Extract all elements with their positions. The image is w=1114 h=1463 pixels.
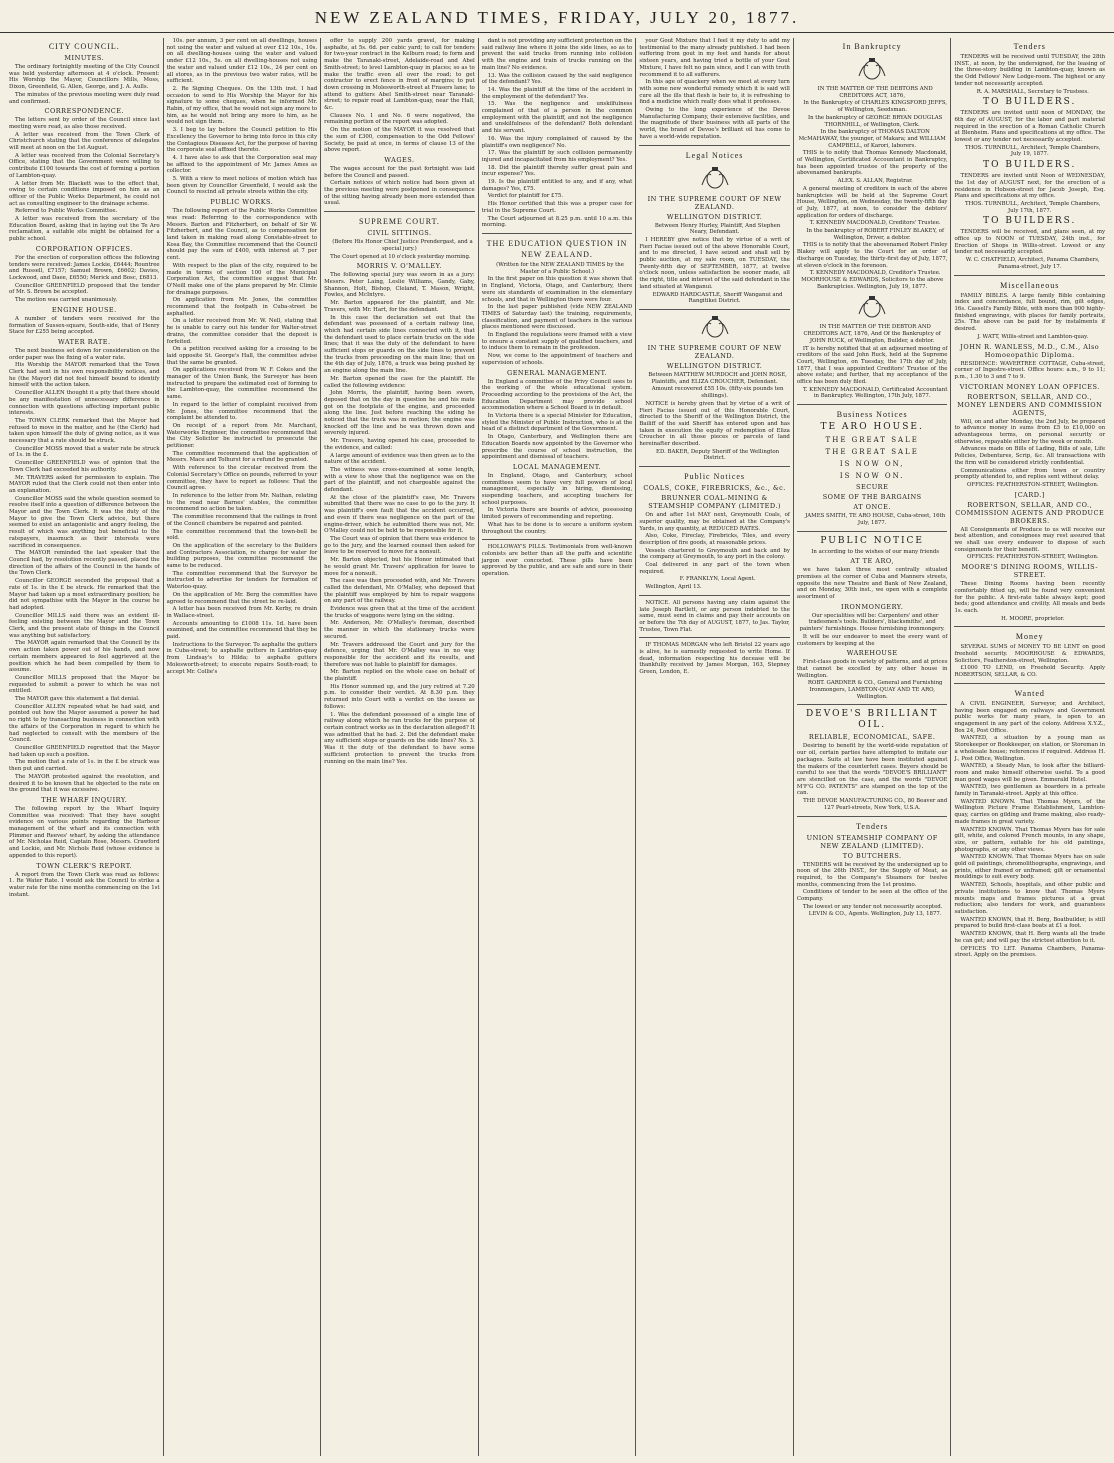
paragraph: The MAYOR protested against the resolution, and desired it to be known that he objected to the rate on the ground that it was excessive. — [9, 773, 160, 794]
paragraph: The next business set down for consideration on the order paper was the fixing of a water rate. — [9, 347, 160, 361]
paragraph: WANTED, a situation by a young man as Storekeeper or Bookkeeper, on station, or Storeman in a wholesale house; references if required. Address H. J., Post Office, Wellington. — [954, 735, 1106, 762]
column-2 — [164, 38, 322, 1456]
paragraph: Councillor MILLS proposed that the Mayor be requested to submit a power to which he was not entitled. — [9, 674, 160, 695]
paragraph: WANTED, Schools, hospitals, and other public and private institutions to know that Thomas Myers mounts maps and frames pictures at a great reduction; also tenders for work, and guarantees satisfaction. — [954, 882, 1106, 915]
devoe-heading: DEVOE'S BRILLIANT OIL. — [805, 709, 939, 731]
paragraph: With reference to the circular received from the Colonial Secretary's Office on pounds, referred to your committee, they have to report as follows: That the Council agree. — [166, 465, 318, 492]
bargains-label: SOME OF THE BARGAINS — [822, 493, 922, 502]
paragraph: TENDERS are invited until noon of MONDAY, the 6th day of AUGUST, for the labor and part material required in the erection of a Roman Catholic Church at Blenheim. Plans and specifications at my office. The lowest or any tender not necessarily accepted. — [954, 110, 1106, 144]
paragraph: The witness was cross-examined at some length, with a view to show that the negligence was on the part of the plaintiff, and not chargeable against the defendant. — [324, 466, 475, 494]
paragraph: WANTED, a Steady Man, to look after the billiard-room and make himself otherwise useful. To a good man good wages will be given. Emmerald Hotel. — [954, 763, 1106, 783]
column-6 — [794, 38, 952, 1456]
signature: T. KENNEDY MACDONALD, Certificated Accountant in Bankruptcy. Wellington, 17th July, 1877. — [802, 386, 948, 400]
local-management-heading: LOCAL MANAGEMENT. — [512, 462, 602, 471]
paragraph: THIS is to notify that Thomas Kennedy Macdonald, of Wellington, Certificated Accountant in Bankruptcy, has been appointed trustee of the property of the abovenamed bankrupts. — [796, 150, 948, 177]
paragraph: On receipt of a report from Mr. Marchant, Waterworks Engineer, the committee recommend that the City Solicitor be instructed to prosecute the petitioner. — [166, 422, 318, 450]
case-heading: MORRIS V. O'MALLEY. — [356, 262, 443, 271]
paragraph: In the first paper on this question it was shown that in England, Victoria, Otago, and Canterbury, there were six standards of examination in the elementary schools, and that in Wellington there were four. — [481, 276, 633, 303]
paragraph: Advances made on Bills of Lading, Bills of sale, Life Policies, Debentures, Scrip, &c. All transactions with the firm will be considered strictly confidential. — [954, 446, 1106, 466]
divider — [639, 309, 790, 310]
paragraph: IN THE MATTER OF THE DEBTOR AND CREDITORS ACT, 1876, And Of the Bankruptcy of JOHN RUCK, of Wellington, Builder, a debtor. — [803, 324, 941, 344]
water-rate-heading: WATER RATE. — [57, 337, 111, 346]
paragraph: 17. Was the plaintiff by such collision permanently injured and incapacitated from his employment? Yes. — [481, 150, 633, 163]
paragraph: In according to the wishes of our many friends — [811, 548, 940, 555]
paragraph: At the close of the plaintiff's case, Mr. Travers submitted that there was no case to go to the jury. It was plaintiff's own fault that the accident occurred, and even if there was negligence on the part of the engine-driver, which he submitted there was not, Mr. O'Malley could not be held to be responsible for it. — [324, 494, 475, 535]
divider — [324, 211, 475, 212]
paragraph: The wages account for the past fortnight was laid before the Council and passed. — [324, 165, 475, 179]
paragraph: On and after 1st MAY next, Greymouth Coals, of superior quality, may be obtained at the Company's Yards, in any quantity, at REDUCED RATES. — [639, 512, 790, 532]
paragraph: All Consignments of Produce to us will receive our best attention, and consignees may rest assured that we shall use every endeavor to dispose of such consignments for their benefit. — [954, 526, 1106, 553]
paragraph: Conditions of tender to be seen at the office of the Company. — [796, 889, 948, 903]
signature: ALEX. S. ALLAN, Registrar. — [837, 178, 913, 185]
district-heading: WELLINGTON DISTRICT. — [666, 212, 763, 221]
paragraph: The TOWN CLERK remarked that the Mayor had refused to move in the matter, and he (the Clerk) had taken upon himself the duty of giving notice, as it was necessary that a rate should be struck. — [9, 417, 160, 445]
engine-house-heading: ENGINE HOUSE. — [51, 305, 117, 314]
paragraph: A letter has been received from Mr. Kerby, re drain in Wallace-street. — [166, 606, 318, 619]
signature: ROBT. GARDNER & CO., General and Furnishing Ironmongers, LAMBTON-QUAY AND TE ARO, Wellington. — [807, 680, 943, 700]
divider — [797, 816, 948, 817]
edu-subtitle: (Written for the NEW ZEALAND TIMES by the Master of a Public School.) — [496, 261, 624, 275]
paragraph: Councillor MOSS moved that a water rate be struck of 1s. in the £. — [9, 445, 160, 459]
paragraph: Mr. Travers, having opened his case, proceeded to the evidence, and called: — [324, 438, 475, 451]
paragraph: Desiring to benefit by the world-wide reputation of our oil, certain parties have attempted to imitate our packages. Suits at law have been instituted against the makers of the counterfeit cases. Buyers should be careful to see that the words "DEVOE'S BRILLIANT" are stencilled on the case, and the words "DEVOE M'F'G CO. PATENTS" are stamped on the top of the can. — [796, 743, 948, 797]
paragraph: The MAYOR again remarked that the Council by its own action taken power out of his hands, and now certain members appeared to feel aggrieved at the position which he had been compelled by them to assume. — [9, 640, 160, 674]
signature: J. WATT, Willis-street and Lambton-quay. — [977, 333, 1089, 340]
column-5 — [636, 38, 794, 1456]
paragraph: In the last paper published (vide NEW ZEALAND TIMES of Saturday last) the training, requirements, classification, and payment of teachers in the various places mentioned were discussed. — [481, 304, 633, 331]
divider — [797, 704, 948, 705]
paragraph: On the motion of the MAYOR it was resolved that the sum of £300, compensation to the Odd Fellows' Society, be paid at once, in terms of clause 13 of the above report. — [324, 127, 475, 154]
divider — [639, 595, 790, 596]
divider — [954, 626, 1105, 627]
paragraph: SEVERAL SUMS of MONEY TO BE LENT on good freehold security. MOORHOUSE & EDWARDS, Solicitors, Featherston-street, Wellington. — [954, 644, 1106, 664]
signature: F. FRANKLYN, Local Agent. — [679, 576, 756, 583]
paragraph: Certain notices of which notice had been given at the previous meeting were postponed in consequence of the sitting having already been more extended than usual. — [324, 180, 475, 207]
paragraph: WANTED KNOWN, that H. Berg wants all the trade he can get; and will pay the strictest attention to it. — [954, 931, 1106, 944]
reliable-label: RELIABLE, ECONOMICAL, SAFE. — [808, 733, 936, 742]
signature: OFFICES: FEATHERSTON-STREET, Wellington. — [966, 481, 1099, 488]
paragraph: Coal delivered in any part of the town when required. — [639, 562, 790, 575]
divider — [639, 637, 790, 638]
court-heading: IN THE SUPREME COURT OF NEW ZEALAND. — [647, 343, 782, 360]
paragraph: A large amount of evidence was then given as to the nature of the accident. — [324, 452, 475, 466]
paragraph: NOTICE. All persons having any claim against the late Joseph Bartlett, or any person indebted to the same, must send in claims and pay their accounts on or before the 7th day of AUGUST, 1877, to Jas. Taylor, Trustee, Town Flat. — [639, 599, 790, 633]
sale-line: IS NOW ON, — [839, 460, 905, 469]
paragraph: The Court was of opinion that there was evidence to go to the jury, and the learned counsel then asked for leave to be reserved to move for a nonsuit. — [324, 536, 475, 556]
education-question-heading: THE EDUCATION QUESTION IN NEW ZEALAND. — [486, 238, 628, 259]
signature: THOS. TURNBULL, Architect, Temple Chambers, July 17th, 1877. — [965, 200, 1101, 214]
paragraph: The case was then proceeded with, and Mr. Travers called the defendant, Mr. O'Malley, who deposed that the plaintiff was employed by him to repair waggons on any part of the railway. — [324, 578, 475, 605]
paragraph: In England the regulations were framed with a view to ensure a constant supply of qualified teachers, and to induce them to remain in the profession. — [481, 332, 633, 352]
paragraph: The MAYOR reminded the last speaker that the Council had, by resolution recently passed, placed the direction of the affairs of the Council in the hands of the Town Clerk. — [9, 550, 160, 577]
paragraph: 16. Was the injury complained of caused by the plaintiff's own negligence? No. — [481, 135, 633, 149]
paragraph: In this case the declaration set out that the defendant was possessed of a certain railway line, which had certain side lines connected with it, that the defendant used to place certain trucks on the side lines; that it was the duty of the defendant to have sufficient stops or guards on the side lines to prevent the trucks from proceeding on the main line; that on the 4th day of July, 1876, a truck was being pushed by an engine along the main line. — [324, 314, 475, 375]
divider — [482, 233, 633, 234]
royal-crest-icon — [855, 56, 889, 82]
paragraph: Vessels chartered to Greymouth and back and by the company at Greymouth, to any port in the colony. — [639, 547, 790, 561]
business-notices-heading: Business Notices — [836, 410, 908, 420]
paragraph: IN THE MATTER OF THE DEBTORS AND CREDITORS ACT, 1876, — [817, 86, 933, 99]
paragraph: offer to supply 200 yards gravel, for making asphalte, at 5s. 6d. per cubic yard; to call for tenders for two-year contract in the Kelburn road; to form and make the Taranaki-street, Adelaide-road and Abel Smith-street; to level Lambton-quay in places; so as to make the traffic even all over the road; to get contractor to erect fence in front of margins; to put down crossing in Molesworth-street at Frasers lane; to attend to gutters Abel Smith-street near Taranaki-street; to repair road at Lambton-quay, near the Hall, &c. — [324, 38, 475, 112]
paragraph: TENDERS are invited until Noon of WEDNESDAY, the 1st day of AUGUST next, for the erection of a residence in Hobson-street for Jacob Joseph, Esq. Plans and specifications at my office. — [954, 173, 1106, 200]
paragraph: The committee recommend that the application of Messrs. Mace and Tolhurst for a refund be granted. — [166, 450, 318, 464]
paragraph: Mr. TRAVERS asked for permission to explain. The MAYOR ruled that the Clerk could not then enter into an explanation. — [9, 474, 160, 494]
paragraph: On applications received from W. F. Cokes and the manager of the Union Bank, the Surveyor has been instructed to prepare the estimated cost of forming to the Lambton-quay, the committee recommend the same. — [166, 367, 318, 401]
money-heading: Money — [1015, 632, 1044, 642]
wanless-heading: JOHN R. WANLESS, M.D., C.M., Also Homoeopathic Diploma. — [960, 342, 1100, 359]
builders-heading: TO BUILDERS. — [983, 160, 1077, 171]
paragraph: WANTED KNOWN, that H. Berg, Boatbuilder, is still prepared to build first-class boats at £1 a foot. — [954, 916, 1106, 930]
at-te-aro: AT TE ARO, — [850, 557, 894, 566]
paragraph: In reference to the letter from Mr. Nathan, relating to the road near Barnes' stables, the committee recommend no action be taken. — [166, 493, 318, 513]
paragraph: On application from Mr. Jones, the committee recommend that the footpath in Cuba-street be asphalted. — [166, 297, 318, 317]
paragraph: For the erection of corporation offices the following tenders were received: James Lockie, £6444; Rountree and Russell, £7157; Samuel Brown, £6602; Davies, Lockwood, and Daee, £6550; Merick and Bosc, £6813. — [9, 254, 160, 281]
court-heading: IN THE SUPREME COURT OF NEW ZEALAND. — [647, 194, 782, 211]
date: Wellington, April 13. — [645, 584, 702, 591]
paragraph: I HEREBY give notice that by virtue of a writ of Fieri Facias issued out of the above Honorable Court, and to me directed, I have seized and shall sell by public auction, at my sale room, on TUESDAY, the Twenty-fifth day of SEPTEMBER, 1877, at twelve o'clock noon, unless satisfaction be sooner made, all the right, title and interest of the said defendant in the land situated at Wanganui. — [639, 236, 790, 290]
paragraph: His Worship the MAYOR remarked that the Town Clerk had sent in his own responsibility notices, and he (the Mayor) did not feel himself bound to identify himself with the action taken. — [9, 362, 160, 389]
paragraph: With respect to the plan of the city, required to be made in terms of section 100 of the Municipal Corporation Act, the committee suggest that Mr. O'Neill make one of the plans prepared by Mr. Climie for drainage purposes. — [166, 262, 318, 296]
paragraph: In England, Otago, and Canterbury, school committees seem to have very full powers of local management, especially in hiring, dismissing, suspending teachers, and accepting teachers for school purposes. — [481, 472, 633, 506]
public-works-heading: PUBLIC WORKS. — [210, 198, 274, 207]
paragraph: In Victoria there is a special Minister for Education, styled the Minister of Public Instruction, who is at the head of a distinct department of the Government. — [481, 413, 633, 433]
paragraph: A letter was received from the Colonial Secretary's Office, stating that the Government were willing to contribute £100 towards the cost of forming a portion of Lambton-quay. — [9, 152, 160, 179]
paragraph: Mr. Barton opened the case for the plaintiff. He called the following evidence: — [324, 375, 475, 389]
brunner-heading: BRUNNER COAL-MINING & STEAMSHIP COMPANY (LIMITED.) — [648, 494, 781, 511]
royal-crest-icon — [698, 314, 732, 340]
builders-heading: TO BUILDERS. — [983, 97, 1077, 108]
paragraph: Accounts amounting to £1008 11s. 1d. have been examined, and the committee recommend that they be paid. — [166, 620, 318, 641]
te-aro-house-heading: TE ARO HOUSE. — [820, 422, 924, 433]
signature: EDWARD HARDCASTLE, Sheriff Wanganui and Rangitikei District. — [652, 291, 783, 305]
paragraph: £1000 TO LEND, on Freehold Security. Apply ROBERTSON, SELLAR, & CO. — [954, 665, 1106, 679]
paragraph: your Gout Mixture that I feel it my duty to add my testimonial to the many already published. I had been suffering from gout in my feet and hands for about sixteen years, and having tried a bottle of your Gout Mixture, I have felt no pain since, and I can with truth recommend it to all sufferers. — [639, 38, 790, 78]
paragraph: The motion was carried unanimously. — [15, 297, 118, 304]
paragraph: Mr. Barton objected, but his Honor intimated that he would grant Mr. Travers' application for leave to move for a nonsuit. — [324, 557, 475, 577]
paragraph: 10s. per annum, 3 per cent on all dwellings, houses not using the water and valued at over £12 10s., 10s. on all dwelling-houses using the water and valued under £12 10s., 5s. on all dwelling-houses not using the water and valued under £12 10s., 24 per cent on all stores, as in the previous two water rates, will be sufficient. — [166, 38, 318, 85]
paragraph: 1. Was the defendant possessed of a single line of railway along which he ran trucks for the purpose of certain contract works as in the declaration alleged? It was admitted that he had. 2. Did the defendant make any sufficient stops or guards on the side lines? No. 3. Was it the duty of the defendant to have some sufficient protection to prevent the trucks from running on the main line? Yes. — [324, 711, 475, 765]
royal-crest-icon — [698, 165, 732, 191]
legal-notices-heading: Legal Notices — [685, 150, 744, 160]
paragraph: Councillor GREENFIELD proposed that the tender of Mr. S. Brown be accepted. — [9, 282, 160, 296]
paragraph: Now, we come to the appointment of teachers and supervision of schools. — [481, 353, 633, 366]
paragraph: Communications either from town or country promptly attended to, and replies sent without delay. — [954, 467, 1106, 481]
coals-heading: COALS, COKE, FIREBRICKS, &c., &c. — [643, 484, 786, 493]
paragraph: Councillor GEORGE seconded the proposal that a rate of 1s. in the £ be struck. He remarked that the Mayor had taken up a most extraordinary position; he did not sympathise with the Mayor in the course he had adopted. — [9, 578, 160, 611]
divider — [639, 145, 790, 146]
paragraph: In this age of quackery when we meet at every turn with some new wonderful remedy which it is said will cure all the ills that flesh is heir to, it is refreshing to find a medicine which really does what it professes. — [639, 79, 790, 106]
paragraph: (Before His Honor Chief Justice Prendergast, and a special jury.) — [332, 239, 473, 252]
paragraph: On the application of Mr. Berg the committee have agreed to recommend that the street be re-laid. — [166, 591, 318, 605]
bankruptcy-heading: In Bankruptcy — [842, 42, 902, 51]
paragraph: THIS is to notify that the abovenamed Robert Finley Blakey will apply to the Court for an order of discharge on Tuesday, the thirty-first day of July, 1877, at eleven o'clock in the forenoon. — [796, 242, 948, 269]
paragraph: The minutes of the previous meeting were duly read and confirmed. — [9, 91, 160, 105]
paragraph: The committee recommend that the Surveyor be instructed to advertise for tenders for formation of Waterloo-quay. — [166, 570, 318, 591]
paragraph: we have taken three most centrally situated premises at the corner of Cuba and Manners streets, opposite the new Theatre and Bank of New Zealand, and on Monday, 30th inst., we open with a complete assortment of — [796, 567, 948, 601]
paragraph: 15. Was the negligence and unskilfulness complained of that of a person in the common employment with the plaintiff, and not the negligence and unskilfulness of the defendant? Both defendant and his servant. — [481, 101, 633, 135]
paragraph: WANTED KNOWN. That Thomas Myers has for sale gilt, white, and colored French mounts, in any shape, size, or pattern, suitable for his old paintings, photographs, or any other views. — [954, 826, 1106, 853]
paragraph: RESIDENCE: WAVERTREE COTTAGE, Cuba-street, corner of Ingestre-street. Office hours: a.m., 9 to 11; p.m., 1.30 to 3 and 7 to 9. — [954, 360, 1106, 380]
paragraph: HOLLOWAY'S PILLS. Testimonials from well-known colonists are better than all the puffs and scientific jargon ever concocted. These pills have been approved by the public, and are safe and sure in their operation. — [481, 544, 633, 578]
paragraph: A number of tenders were received for the formation of Sussex-square, South-side, that of Henry Stace for £255 being accepted. — [9, 315, 160, 336]
paragraph: In regard to the letter of complaint received from Mr. Jones, the committee recommend that the complaint be attended to. — [166, 401, 318, 422]
divider — [954, 683, 1105, 684]
paragraph: Owing to the long experience of the Devoe Manufacturing Company, their extensive facilities, and the magnitude of their business with all parts of the world, the brand of Devoe's brilliant oil has come to have a world-wide reputation. — [639, 107, 790, 140]
paragraph: What has to be done is to secure a uniform system throughout the country. — [481, 521, 633, 535]
paragraph: His Honor certified that this was a proper case for trial in the Supreme Court. — [481, 201, 633, 214]
paragraph: The motion that a rate of 1s. in the £ be struck was then put and carried. — [9, 759, 160, 773]
paragraph: Will, on and after Monday, the 2nd July, be prepared to advance money in sums from £5 to £10,000 on advantageous terms, on personal security or otherwise, repayable either by the week or month. — [954, 418, 1106, 445]
amount: Amount recovered £55 10s. (fifty-six pounds ten shillings). — [651, 386, 784, 400]
signature: H. MOORE, proprietor. — [1001, 615, 1065, 622]
moore-heading: MOORE'S DINING ROOMS, WILLIS-STREET. — [961, 563, 1099, 580]
paragraph: A letter was received from the Town Clerk of Christchurch stating that the conference of delegates will meet at noon on the 1st August. — [9, 131, 160, 152]
paragraph: 2. Re Signing Cheques. On the 13th inst. I had occasion to send to His Worship the Mayor for his signature to some cheques, when he informed Mr. Rabin, of my office, that he would not sign any more to him, as he would not bring any more to him, as he would not sign them. — [166, 85, 318, 126]
sale-line: THE GREAT SALE — [825, 448, 919, 457]
paragraph: It will be our endeavor to meet the every want of customers by keeping at the — [796, 633, 948, 647]
minutes-heading: MINUTES. — [64, 54, 105, 62]
paragraph: The following report of the Public Works Committee was read: Referring to the correspondence with Messrs. Barton and Fitzherbert, on behalf of Sir W. Fitzherbert, and the Council, as to compensation for land taken in making road along Constable-street to Kosa Bay, the Committee recommend that the Council should pay the sum of £400, with interest at 7 per cent. — [166, 208, 318, 262]
paragraph: Councillor MOSS said the whole question seemed to resolve itself into a question of difference between the Mayor and the Town Clerk. It was the duty of the Mayor to give the Town Clerk advice, but there seemed to exist an antagonistic and angry feeling, the result of which was anything but beneficial to the ratepayers, inasmuch as their interests were sacrificed in consequence. — [9, 495, 160, 549]
paragraph: WANTED, two gentlemen as boarders in a private family in Taranaki-street. Apply at this office. — [954, 784, 1106, 798]
paragraph: 19. Is the plaintiff entitled to any, and if any, what damages? Yes, £75. — [481, 179, 633, 192]
paragraph: Instructions to the Surveyor. To asphalte the gutters in Cuba-street; to asphalte gutters in Lambton-quay from Lindsay's to Hilda; to asphalte gutters Molesworth-street; to execute repairs South-road; to accept Mr. Collie's — [166, 641, 318, 675]
paragraph: TENDERS will be received, and plans seen, at my office up to NOON of TUESDAY, 24th inst., for Erection of Shops in Willis-street. Lowest or any tender not necessarily accepted. — [954, 229, 1106, 256]
wanted-heading: Wanted — [1014, 688, 1045, 698]
paragraph: In the bankruptcy of THOMAS DALTON McMAHAWAY, the younger, of Makara; and WILLIAM CAMPBELL, of Karori, laborers. — [798, 129, 946, 149]
paragraph: On a letter received from Mr. W. Nell, stating that he is unable to carry out his tender for Walter-street drains, the committee consider that the deposit is forfeited. — [166, 318, 318, 345]
paragraph: Clauses No. 1 and No. 6 were negatived, the remaining portion of the report was adopted. — [324, 112, 475, 126]
paragraph: Mr. Barton appeared for the plaintiff, and Mr. Travers, with Mr. Hart, for the defendant. — [324, 300, 475, 313]
columns — [6, 38, 1108, 1456]
divider — [954, 275, 1105, 276]
city-council-heading: CITY COUNCIL. — [48, 42, 120, 51]
paragraph: Referred to Public Works Committee. — [15, 208, 118, 215]
column-3 — [321, 38, 479, 1456]
parties: Between Henry Hurley, Plaintiff, And Stephen Neary, Defendant. — [654, 222, 781, 236]
paragraph: Councillor GREENFIELD regretted that the Mayor had taken up such a position. — [9, 744, 160, 758]
paragraph: The committee recommend that the town-bell be sold. — [166, 528, 318, 542]
tenders-heading: Tenders — [856, 821, 889, 831]
paragraph: 18. Did the plaintiff thereby suffer great pain and incur expense? Yes. — [481, 164, 633, 178]
paragraph: Also, Coke, Fireclay, Firebricks, Tiles, and every description of fire goods, at reasonable prices. — [639, 533, 790, 546]
butchers-heading: TO BUTCHERS. — [842, 851, 902, 860]
divider — [797, 404, 948, 405]
paragraph: FAMILY BIBLES. A large family Bible containing index and concordance, full bound, rim, gilt edges, 16s. Cassell's Family Bible, with more than 900 highly-finished engravings, with places for family portraits, 25s. The above can be paid for by instalments if desired. — [954, 292, 1106, 333]
paragraph: In the bankruptcy of GEORGE BRYAN DOUGLAS THORNHILL, of Wellington, Clerk. — [807, 114, 943, 128]
civil-sittings-heading: CIVIL SITTINGS. — [367, 229, 432, 238]
paragraph: A general meeting of creditors in each of the above bankruptcies will be held at the Supreme Court House, Wellington, on Wednesday, the twenty-fifth day of July, 1877, at noon, to consider the debtors' application for orders of discharge. — [796, 185, 948, 219]
paragraph: The letters sent by order of the Council since last meeting were read, as also those received. — [9, 117, 160, 130]
paragraph: 14. Was the plaintiff at the time of the accident in the employment of the defendant? Yes. — [481, 86, 633, 100]
column-4 — [479, 38, 637, 1456]
paragraph: TENDERS will be received by the undersigned up to noon of the 26th INST., for the Supply of Meat, as required, to the Company's Steamers for twelve months, commencing from the 1st proximo. — [796, 861, 948, 888]
column-7 — [951, 38, 1108, 1456]
paragraph: A letter was received from the secretary of the Education Board, asking that in laying out the Te Aro reclamation, a suitable site might be obtained for a public school. — [9, 216, 160, 243]
paragraph: John Morris, the plaintiff, having been sworn, deposed that on the day in question he and his mate got on the footplate of the engine, and proceeded along the line. Just before reaching the siding he noticed that the truck was in motion; the engine was knocked off the line and he was thrown down and severely injured. — [324, 390, 475, 437]
paragraph: The committee recommend that the railings in front of the Council chambers be repaired and painted. — [166, 514, 318, 527]
miscellaneous-heading: Miscellaneous — [1000, 280, 1060, 290]
paragraph: These Dining Rooms having been recently comfortably fitted up, will be found very convenient for the public. A first-rate table always kept; good beds; good attendance and civility. All meals and beds 1s. each. — [954, 581, 1106, 614]
paragraph: The lowest or any tender not necessarily accepted. — [802, 903, 943, 910]
signature: T. KENNEDY MACDONALD, Creditors' Trustee. — [809, 220, 941, 227]
public-notice-heading: PUBLIC NOTICE — [820, 535, 924, 546]
warehouse-heading: WAREHOUSE — [846, 649, 898, 658]
supreme-court-heading: SUPREME COURT. — [358, 217, 440, 227]
paragraph: In England a committee of the Privy Council sees to the working of the whole educational system. Proceeding according to the provisions of the Act, the Education Department may provide school accommodation where a School Board is in default. — [481, 378, 633, 412]
divider — [797, 531, 948, 532]
builders-heading: TO BUILDERS. — [983, 216, 1077, 227]
masthead-rule — [0, 32, 1114, 33]
paragraph: 4. I have also to ask that the Corporation seal may be affixed to the appointment of Mr. James Ames as collector. — [166, 154, 318, 175]
paragraph: Mr. Barton replied on the whole case on behalf of the plaintiff. — [324, 669, 475, 683]
paragraph: dant is not providing any sufficient protection on the said railway line where it joins the side lines, so as to prevent the said trucks from running into collision with the engine and train of trucks running on the main line? No evidence. — [481, 38, 633, 71]
masthead-title: NEW ZEALAND TIMES, FRIDAY, JULY 20, 1877. — [314, 8, 800, 27]
paragraph: WANTED KNOWN. That Thomas Myers has on sale gold oil paintings, chromolithographs, engravings, and prints, either framed or unframed; gilt or ornamental mouldings to suit every body. — [954, 854, 1106, 881]
paragraph: Verdict for plaintiff for £75. — [487, 193, 564, 200]
signature: JAMES SMITH, TE ARO HOUSE, Cuba-street, 16th July, 1877. — [805, 513, 946, 526]
divider — [639, 466, 790, 467]
paragraph: Councillor ALLEN thought it a pity that there should be any manifestation of unnecessary difference in connection with questions affecting important public interests. — [9, 390, 160, 417]
paragraph: Mr. Anderson, Mr. O'Malley's foreman, described the manner in which the stationary trucks were secured. — [324, 620, 475, 640]
district-heading: WELLINGTON DISTRICT. — [666, 361, 763, 370]
signature: T. KENNEDY MACDONALD, Creditor's Trustee. MOORHOUSE & EDWARDS, Solicitors to the above Bankruptcies. Wellington, July 19, 1877. — [801, 270, 944, 290]
paragraph: 5. With a view to meet notices of motion which has been given by Councillor Greenfield, I would ask the Council to rescind all private streets within the city. — [166, 176, 318, 196]
paragraph: A report from the Town Clerk was read as follows: 1. Re Water Rate. I would ask the Council to strike a water rate for the nine months commencing on the 1st instant. — [9, 871, 160, 898]
paragraph: IT is hereby notified that at an adjourned meeting of creditors of the said John Ruck, held at the Supreme Court, Wellington, on Tuesday, the 17th day of July, 1877, that I was appointed Creditors' Trustee of the above estate; and further, that my acceptance of the office has been duly filed. — [796, 345, 948, 386]
paragraph: TENDERS will be received until TUESDAY, the 28th INST., at noon, by the undersigned, for the leasing of the three-story building in Lambton-quay, known as the Odd Fellows' New Lodge-room. The highest or any tender not necessarily accepted. — [954, 54, 1106, 87]
paragraph: Mr. Travers addressed the Court and jury for the defence, urging that Mr. O'Malley was in no way responsible for the accident and its results, and therefore was not liable to plaintiff for damages. — [324, 641, 475, 668]
union-steamship-heading: UNION STEAMSHIP COMPANY OF NEW ZEALAND (LIMITED). — [806, 833, 938, 850]
ironmongery-heading: IRONMONGERY. — [841, 602, 904, 611]
paragraph: The MAYOR gave this statement a flat denial. — [15, 696, 140, 703]
signature: THOS. TURNBULL, Architect, Temple Chambers, July 19, 1877. — [965, 144, 1101, 158]
paragraph: 13. Was the collision caused by the said negligence of the defendant? Yes. — [481, 72, 633, 86]
paragraph: The following special jury was sworn in as a jury: Messrs. Peter Laing, Leslie Williams, Gandy, Gaby, Shannon, Holt, Bishop, Cleland, T. Mason, Wright, Fowles, and McIntyre. — [324, 272, 475, 299]
divider — [482, 539, 633, 540]
paragraph: In the Bankruptcy of CHARLES KINGSFORD JEFFS, of Wellington, Seedsman. — [803, 100, 948, 114]
signature: R. A. MARSHALL, Secretary to Trustees. — [976, 88, 1089, 95]
paragraph: Our specialities will be: Carpenters' and other tradesmen's tools. Builders', blacksmiths', and painters' furnishings. House furnishing ironmongery. — [799, 612, 945, 633]
public-notices-heading: Public Notices — [684, 472, 746, 482]
paragraph: NOTICE is hereby given that by virtue of a writ of Fieri Facias issued out of this Honorable Court, directed to the Sheriff of the Wellington District, the Bailiff of the said Sheriff has entered upon and has taken in execution the equity of redemption of Eliza Croucher in all those pieces or parcels of land hereinafter described. — [639, 400, 790, 448]
paragraph: Councillor GREENFIELD was of opinion that the Town Clerk had exceeded his authority. — [9, 460, 160, 473]
paragraph: Evidence was given that at the time of the accident the trucks of waggons were lying on the siding. — [324, 606, 475, 619]
paragraph: The Court opened at 10 o'clock yesterday morning. — [330, 253, 471, 260]
robertson-heading: ROBERTSON, SELLAR, AND CO., MONEY LENDERS AND COMMISSION AGENTS, — [957, 392, 1103, 417]
paragraph: First-class goods in variety of patterns, and at prices that cannot be excelled by any other house in Wellington. — [796, 659, 948, 679]
wages-heading: WAGES. — [384, 155, 415, 164]
secure-label: SECURE — [856, 483, 889, 492]
paragraph: WANTED KNOWN. That Thomas Myers, of the Wellington Picture Frame Establishment, Lambton-quay, carries on gilding and frame making, also ready-made frames in great variety. — [954, 798, 1106, 825]
paragraph: On a petition received asking for a crossing to be laid opposite St. George's Hall, the committee advise that the same be granted. — [166, 346, 318, 366]
general-management-heading: GENERAL MANAGEMENT. — [507, 368, 608, 377]
sale-line: IS NOW ON. — [839, 472, 905, 481]
parties: Between MATTHEW MURDOCH and JOHN ROSE, Plaintiffs, and ELIZA CROUCHER, Defendant. — [648, 371, 787, 385]
signature: W. C. CHATFIELD, Architect, Panama Chambers, Panama-street, July 17. — [965, 257, 1100, 270]
paragraph: His Honor summed up, and the jury retired at 7.20 p.m. to consider their verdict. At 8.30 p.m. they returned into Court with a verdict on the issues as follows: — [324, 683, 475, 710]
paragraph: In the bankruptcy of ROBERT FINLEY BLAKEY, of Wellington, Driver, a debtor. — [806, 228, 944, 241]
paragraph: A CIVIL ENGINEER, Surveyor, and Architect, having been engaged on railways and Government public works for many years, is open to an engagement in any part of the colony. Address X.Y.Z., Box 24, Post Office. — [954, 700, 1106, 734]
paragraph: Councillor ALLEN repeated what he had said, and pointed out how the Mayor assumed a power he had no right to by transacting business in connection with the affairs of the Corporation in regard to which he had neglected to consult with the members of the Council. — [9, 703, 160, 744]
paragraph: On the application of the secretary to the Builders and Contractors Association, re charge for water for building purposes, the committee recommend the same to be reduced. — [166, 542, 318, 570]
paragraph: In Otago, Canterbury, and Wellington there are Education Boards now appointed by the Governor who prescribe the course of school instruction, the appointment and dismissal of teachers. — [481, 434, 633, 461]
signature: OFFICES: FEATHERSTON-STREET, Wellington. — [966, 554, 1099, 561]
correspondence-heading: CORRESPONDENCE. — [44, 107, 125, 116]
signature: LEVIN & CO., Agents. Wellington, July 13, 1877. — [808, 911, 942, 918]
victorian-heading: VICTORIAN MONEY LOAN OFFICES. — [959, 382, 1100, 391]
paragraph: The ordinary fortnightly meeting of the City Council was held yesterday afternoon at 4 o'clock. Present: His Worship the Mayor, Councillors Mills, Moss, Dixon, Greenfield, G. Allen, George, and J. A. Aulls. — [9, 64, 160, 91]
card-label: [CARD.] — [1014, 490, 1045, 499]
royal-crest-icon — [855, 294, 889, 320]
paragraph: 3. I beg to lay before the Council petition to His Excellency the Governor to bring into force in this city the Contagious Diseases Act, for the purpose of having the corporate seal affixed thereto. — [166, 127, 318, 154]
sale-line: THE GREAT SALE — [825, 436, 919, 445]
paragraph: In Victoria there are boards of advice, possessing limited powers of recommending and reporting. — [481, 507, 633, 521]
paragraph: The Court adjourned at 8.25 p.m. until 10 a.m. this morning. — [481, 215, 633, 229]
paragraph: OFFICES TO LET. Panama Chambers, Panama-street. Apply on the premises. — [954, 945, 1106, 959]
robertson-produce-heading: ROBERTSON, SELLAR, AND CO., COMMISSION AGENTS AND PRODUCE BROKERS. — [955, 500, 1105, 525]
wharf-inquiry-heading: THE WHARF INQUIRY. — [41, 795, 128, 804]
paragraph: Councillor MILLS said there was an evident ill-feeling existing between the Mayor and the Town Clerk, and the present state of things in the Council was anything but satisfactory. — [9, 612, 160, 639]
paragraph: A letter from Mr. Blackett was to the effect that, owing to certain conditions imposed on him as an officer of the Public Works Department, he could not act as consulting engineer to the drainage scheme. — [9, 180, 160, 207]
at-once-label: AT ONCE. — [853, 503, 891, 512]
signature: THE DEVOE MANUFACTURING CO., 80 Beaver and 127 Pearl-streets, New York, U.S.A. — [803, 798, 948, 811]
signature: ED. BAKER, Deputy Sheriff of the Wellington District. — [656, 448, 780, 462]
paragraph: IF THOMAS MORGAN who left Bristol 22 years ago is alive, he is earnestly requested to write Home. If dead, information respecting his decease will be thankfully received by James Morgan, 163, Stepney Green, London, E. — [639, 642, 790, 676]
town-clerk-report-heading: TOWN CLERK'S REPORT. — [36, 861, 133, 870]
column-1 — [6, 38, 164, 1456]
paragraph: The following report by the Wharf Inquiry Committee was received: That they have sought evidence on various points regarding the Harbour management of the wharf and its connection with Plimmer and Reeves' wharf, by asking the attendance of Mr. Nicholas Reid, Captain Rose, Messrs. Crawford and Lockie, and Mr. Nichols Reid (whose evidence is appended to this report). — [9, 805, 160, 859]
corporation-offices-heading: CORPORATION OFFICES. — [35, 244, 133, 253]
tenders-heading: Tenders — [1013, 42, 1046, 51]
